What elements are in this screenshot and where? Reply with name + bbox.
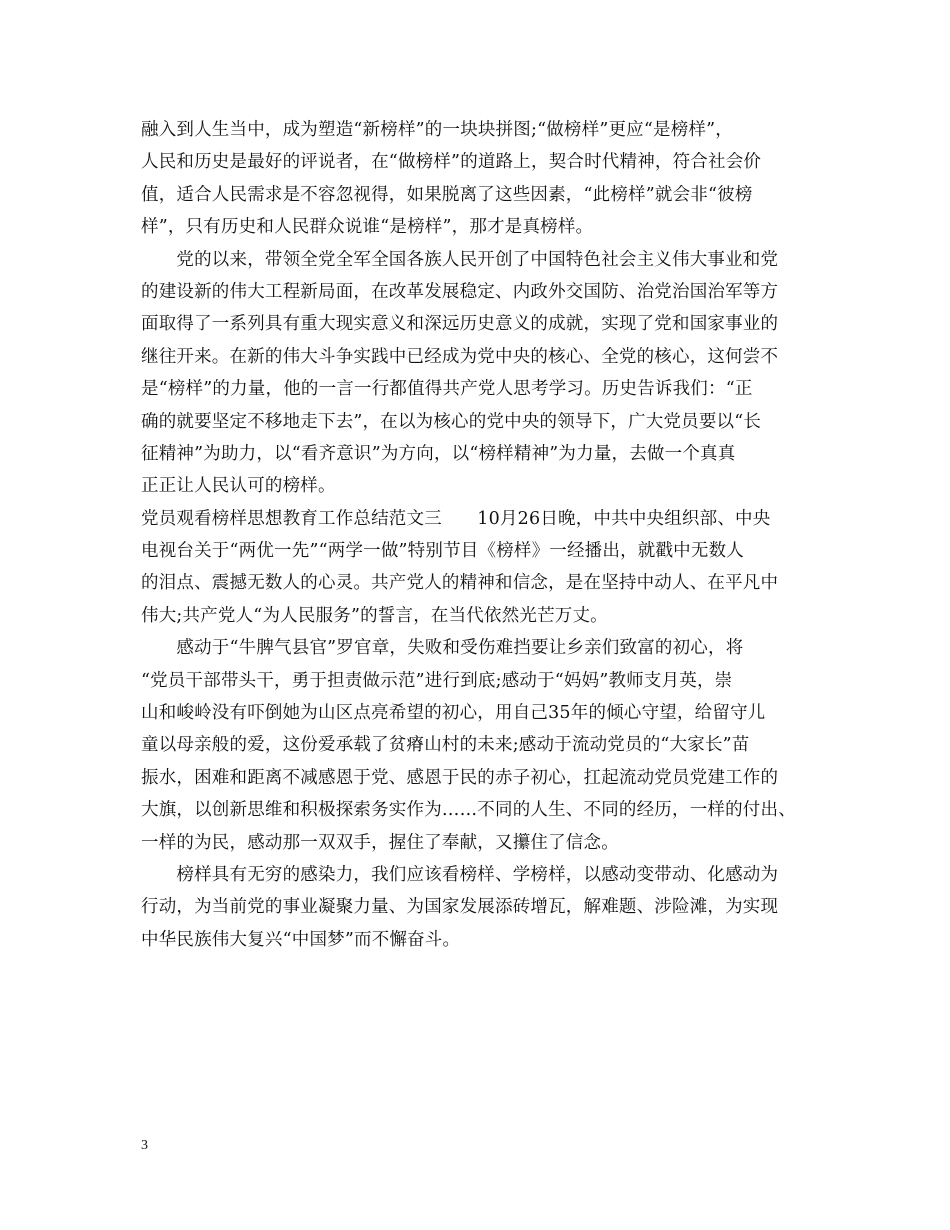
text-line: 行动，为当前党的事业凝聚力量、为国家发展添砖增瓦，解难题、涉险滩，为实现 (141, 897, 779, 918)
text-line: “党员干部带头干，勇于担责做示范”进行到底;感动于“妈妈”教师支月英，崇 (141, 670, 733, 691)
text-line: 面取得了一系列具有重大现实意义和深远历史意义的成就，实现了党和国家事业的 (141, 314, 779, 335)
text-line: 童以母亲般的爱，这份爱承载了贫瘠山村的未来;感动于流动党员的“大家长”苗 (141, 735, 750, 756)
text-line: 振水，困难和距离不减感恩于党、感恩于民的赤子初心，扛起流动党员党建工作的 (141, 767, 779, 788)
text-line: 征精神”为助力，以“看齐意识”为方向，以“榜样精神”为力量，去做一个真真 (141, 443, 736, 464)
text-line: 值，适合人民需求是不容忽视得，如果脱离了这些因素，“此榜样”就会非“彼榜 (141, 184, 753, 205)
text-line: 党员观看榜样思想教育工作总结范文三 10月26日晚，中共中央组织部、中央 (141, 508, 771, 529)
text-line: 融入到人生当中，成为塑造“新榜样”的一块块拼图;“做榜样”更应“是榜样”， (141, 120, 733, 140)
page-number: 3 (141, 1138, 148, 1153)
text-line: 的建设新的伟大工程新局面，在改革发展稳定、内政外交国防、治党治国治军等方 (141, 281, 779, 302)
text-line: 继往开来。在新的伟大斗争实践中已经成为党中央的核心、全党的核心，这何尝不 (141, 346, 779, 367)
text-line: 山和峻岭没有吓倒她为山区点亮希望的初心，用自己35年的倾心守望，给留守儿 (141, 703, 766, 724)
text-line: 大旗，以创新思维和积极探索务实作为……不同的人生、不同的经历，一样的付出、 (141, 800, 796, 821)
text-line: 党的以来，带领全党全军全国各族人民开创了中国特色社会主义伟大事业和党 (141, 249, 779, 270)
text-line: 的泪点、震撼无数人的心灵。共产党人的精神和信念，是在坚持中动人、在平凡中 (141, 573, 779, 594)
text-line: 一样的为民，感动那一双双手，握住了奉献，又攥住了信念。 (141, 832, 619, 853)
text-line: 是“榜样”的力量，他的一言一行都值得共产党人思考学习。历史告诉我们：“正 (141, 379, 753, 400)
text-line: 正正让人民认可的榜样。 (141, 476, 336, 497)
text-line: 人民和历史是最好的评说者，在“做榜样”的道路上，契合时代精神，符合社会价 (141, 152, 762, 173)
text-line: 样”，只有历史和人民群众说谁“是榜样”，那才是真榜样。 (141, 217, 594, 238)
text-line: 电视台关于“两优一先”“两学一做”特别节目《榜样》一经播出，就戳中无数人 (141, 541, 744, 562)
text-line: 确的就要坚定不移地走下去”，在以为核心的党中央的领导下，广大党员要以“长 (141, 411, 762, 432)
body-text (141, 114, 821, 956)
text-line: 榜样具有无穷的感染力，我们应该看榜样、学榜样，以感动变带动、化感动为 (141, 864, 779, 885)
text-line: 中华民族伟大复兴“中国梦”而不懈奋斗。 (141, 929, 461, 950)
text-line: 伟大;共产党人“为人民服务”的誓言，在当代依然光芒万丈。 (141, 605, 608, 626)
text-line: 感动于“牛脾气县官”罗官章，失败和受伤难挡要让乡亲们致富的初心，将 (141, 638, 744, 659)
